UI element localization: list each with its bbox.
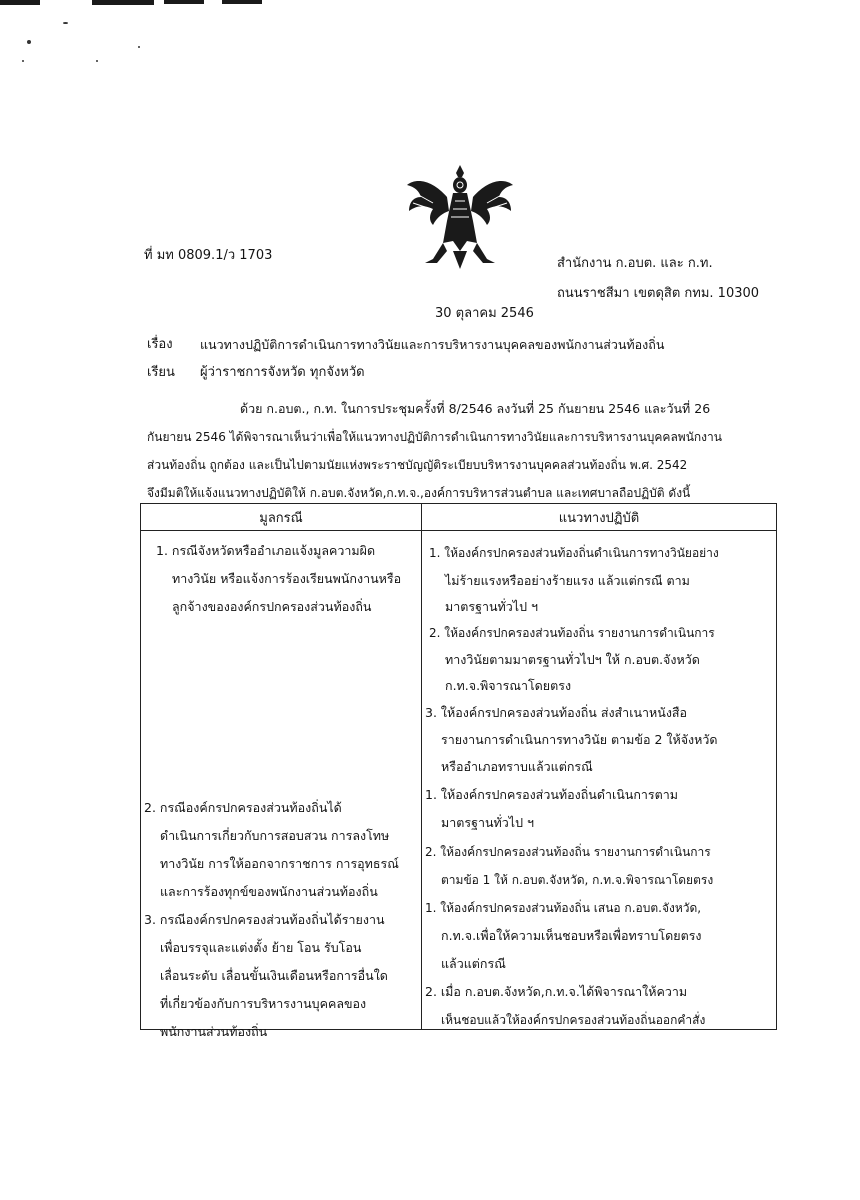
case-line: เลื่อนระดับ เลื่อนขั้นเงินเดือนหรือการอื่นใด bbox=[160, 968, 388, 983]
table-header-case: มูลกรณี bbox=[141, 504, 422, 531]
garuda-emblem-icon bbox=[403, 163, 517, 271]
guideline-line: ไม่ร้ายแรงหรืออย่างร้ายแรง แล้วแต่กรณี ตาม bbox=[445, 573, 690, 588]
office-address: ถนนราชสีมา เขตดุสิต กทม. 10300 bbox=[557, 286, 760, 301]
guideline-line: 2. เมื่อ ก.อบต.จังหวัด,ก.ท.จ.ได้พิจารณาให้ความ bbox=[425, 984, 688, 999]
subject-label: เรื่อง bbox=[147, 337, 173, 352]
guideline-line: รายงานการดำเนินการทางวินัย ตามข้อ 2 ให้จังหวัด bbox=[441, 732, 718, 747]
guideline-line: 1. ให้องค์กรปกครองส่วนท้องถิ่นดำเนินการตาม bbox=[425, 787, 679, 802]
guideline-line: มาตรฐานทั่วไป ฯ bbox=[441, 815, 535, 830]
guideline-line: 1. ให้องค์กรปกครองส่วนท้องถิ่น เสนอ ก.อบต.จังหวัด, bbox=[425, 901, 702, 915]
case-line: 2. กรณีองค์กรปกครองส่วนท้องถิ่นได้ bbox=[144, 800, 342, 815]
case-line: ทางวินัย หรือแจ้งการร้องเรียนพนักงานหรือ bbox=[172, 571, 402, 586]
scan-mark bbox=[0, 0, 40, 5]
scan-mark bbox=[92, 0, 154, 5]
recipient-label: เรียน bbox=[147, 365, 175, 380]
body-line: ด้วย ก.อบต., ก.ท. ในการประชุมครั้งที่ 8/2546 ลงวันที่ 25 กันยายน 2546 และวันที่ 26 bbox=[240, 401, 711, 416]
guideline-line: ก.ท.จ.พิจารณาโดยตรง bbox=[445, 678, 572, 693]
guideline-line: 1. ให้องค์กรปกครองส่วนท้องถิ่นดำเนินการทางวินัยอย่าง bbox=[429, 546, 719, 560]
case-line: ดำเนินการเกี่ยวกับการสอบสวน การลงโทษ bbox=[160, 828, 390, 843]
body-line: จึงมีมติให้แจ้งแนวทางปฏิบัติให้ ก.อบต.จังหวัด,ก.ท.จ.,องค์การบริหารส่วนตำบล และเทศบาลถือปฏิบัติ ดังนี้ bbox=[147, 486, 691, 500]
body-line: ส่วนท้องถิ่น ถูกต้อง และเป็นไปตามนัยแห่งพระราชบัญญัติระเบียบบริหารงานบุคคลส่วนท้องถิ่น พ.ศ. 2542 bbox=[147, 458, 688, 472]
guideline-line: เห็นชอบแล้วให้องค์กรปกครองส่วนท้องถิ่นออกคำสั่ง bbox=[441, 1013, 706, 1027]
guideline-line: 2. ให้องค์กรปกครองส่วนท้องถิ่น รายงานการดำเนินการ bbox=[429, 626, 715, 640]
guideline-line: หรืออำเภอทราบแล้วแต่กรณี bbox=[441, 759, 593, 774]
scan-mark bbox=[164, 0, 204, 4]
guideline-line: ตามข้อ 1 ให้ ก.อบต.จังหวัด, ก.ท.จ.พิจารณาโดยตรง bbox=[441, 873, 714, 887]
case-line: 1. กรณีจังหวัดหรืออำเภอแจ้งมูลความผิด bbox=[156, 543, 376, 558]
recipient-text: ผู้ว่าราชการจังหวัด ทุกจังหวัด bbox=[200, 365, 365, 380]
case-line: ทางวินัย การให้ออกจากราชการ การอุทธรณ์ bbox=[160, 856, 399, 871]
guideline-line: ทางวินัยตามมาตรฐานทั่วไปฯ ให้ ก.อบต.จังหวัด bbox=[445, 652, 700, 667]
guideline-column bbox=[422, 531, 777, 1030]
body-line: กันยายน 2546 ได้พิจารณาเห็นว่าเพื่อให้แนวทางปฏิบัติการดำเนินการทางวินัยและการบริหารงานบุคคลพนักงาน bbox=[147, 430, 722, 444]
guideline-line: มาตรฐานทั่วไป ฯ bbox=[445, 599, 539, 614]
scan-mark bbox=[222, 0, 262, 4]
case-line: พนักงานส่วนท้องถิ่น bbox=[160, 1024, 268, 1039]
case-line: ที่เกี่ยวข้องกับการบริหารงานบุคคลของ bbox=[160, 996, 367, 1011]
guideline-line: 3. ให้องค์กรปกครองส่วนท้องถิ่น ส่งสำเนาหนังสือ bbox=[425, 705, 688, 720]
guideline-line: 2. ให้องค์กรปกครองส่วนท้องถิ่น รายงานการดำเนินการ bbox=[425, 845, 711, 859]
case-line: และการร้องทุกข์ของพนักงานส่วนท้องถิ่น bbox=[160, 884, 378, 899]
scan-speck bbox=[22, 60, 24, 62]
guideline-line: ก.ท.จ.เพื่อให้ความเห็นชอบหรือเพื่อทราบโดยตรง bbox=[441, 928, 702, 943]
scan-speck bbox=[27, 40, 31, 44]
case-line: 3. กรณีองค์กรปกครองส่วนท้องถิ่นได้รายงาน bbox=[144, 912, 385, 927]
subject-text: แนวทางปฏิบัติการดำเนินการทางวินัยและการบริหารงานบุคคลของพนักงานส่วนท้องถิ่น bbox=[200, 337, 665, 352]
scan-speck bbox=[63, 22, 68, 24]
case-column bbox=[141, 531, 422, 1039]
table-header-guideline: แนวทางปฏิบัติ bbox=[422, 504, 777, 531]
scan-speck bbox=[96, 60, 98, 62]
guideline-line: แล้วแต่กรณี bbox=[441, 956, 506, 971]
scan-speck bbox=[138, 46, 140, 48]
letter-date: 30 ตุลาคม 2546 bbox=[435, 306, 534, 321]
guideline-table bbox=[140, 503, 777, 1039]
case-line: ลูกจ้างขององค์กรปกครองส่วนท้องถิ่น bbox=[172, 599, 372, 614]
case-line: เพื่อบรรจุและแต่งตั้ง ย้าย โอน รับโอน bbox=[160, 940, 362, 955]
reference-number: ที่ มท 0809.1/ว 1703 bbox=[144, 248, 273, 263]
office-name: สำนักงาน ก.อบต. และ ก.ท. bbox=[557, 256, 713, 271]
